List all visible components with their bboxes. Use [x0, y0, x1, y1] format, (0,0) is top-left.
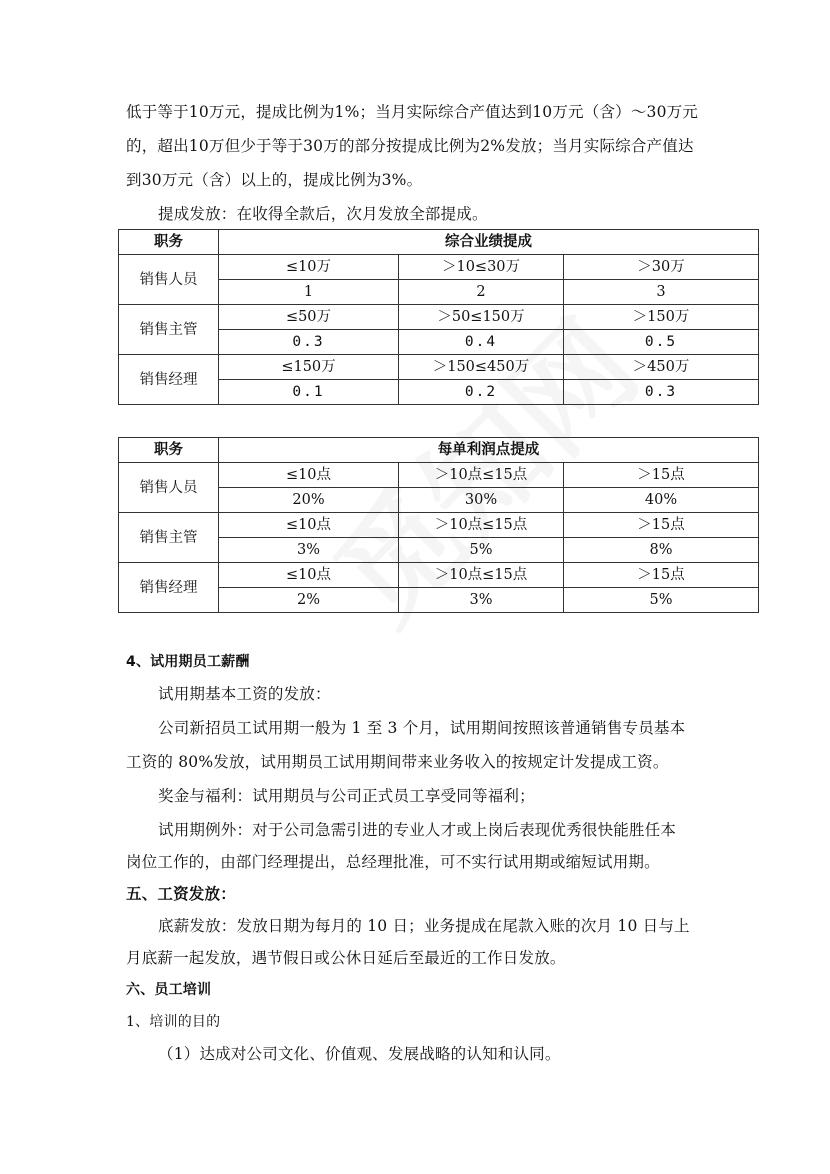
intro-line-4: 提成发放：在收得全款后，次月发放全部提成。 [158, 205, 488, 223]
intro-line-3: 到30万元（含）以上的，提成比例为3%。 [126, 171, 423, 189]
section-4-para-2b: 工资的 80%发放，试用期员工试用期间带来业务收入的按规定计发提成工资。 [126, 753, 669, 771]
tier-cell: ＞15点 [564, 513, 759, 538]
table-header [119, 230, 759, 255]
tier-cell: ≤10点 [219, 463, 399, 488]
value-cell: 1 [219, 280, 399, 305]
tier-cell: ≤10点 [219, 513, 399, 538]
tier-cell: ＞450万 [564, 355, 759, 380]
commission-table-1 [118, 229, 759, 405]
tier-cell: ＞50≤150万 [399, 305, 564, 330]
value-cell: 2 [399, 280, 564, 305]
value-cell: 3% [399, 588, 564, 613]
value-cell: 5% [399, 538, 564, 563]
tier-cell: ＞10点≤15点 [399, 513, 564, 538]
role-cell: 销售人员 [119, 463, 219, 513]
section-6-sub-1: 1、培训的目的 [126, 1014, 221, 1030]
tier-cell: ＞30万 [564, 255, 759, 280]
value-cell: 30% [399, 488, 564, 513]
role-cell: 销售主管 [119, 305, 219, 355]
table-row [119, 563, 759, 588]
table-row [119, 463, 759, 488]
tier-cell: ≤150万 [219, 355, 399, 380]
section-6-heading: 六、员工培训 [126, 982, 212, 998]
tier-cell: ＞150≤450万 [399, 355, 564, 380]
role-cell: 销售人员 [119, 255, 219, 305]
value-cell: 2% [219, 588, 399, 613]
intro-line-1: 低于等于10万元，提成比例为1%；当月实际综合产值达到10万元（含）～30万元 [126, 103, 699, 121]
section-5-heading: 五、工资发放： [126, 885, 236, 903]
value-cell: 5% [564, 588, 759, 613]
section-4-heading: 4、试用期员工薪酬 [126, 654, 250, 670]
value-cell: 8% [564, 538, 759, 563]
value-cell: 0.4 [399, 330, 564, 355]
tier-cell: ＞150万 [564, 305, 759, 330]
tier-cell: ＞10点≤15点 [399, 463, 564, 488]
tier-cell: ＞10≤30万 [399, 255, 564, 280]
value-cell: 3% [219, 538, 399, 563]
intro-line-2: 的，超出10万但少于等于30万的部分按提成比例为2%发放；当月实际综合产值达 [126, 137, 694, 155]
section-4-para-2a: 公司新招员工试用期一般为 1 至 3 个月，试用期间按照该普通销售专员基本 [158, 719, 686, 737]
section-4-para-1: 试用期基本工资的发放： [158, 685, 331, 703]
tier-cell: ＞15点 [564, 463, 759, 488]
value-cell: 0.2 [399, 380, 564, 405]
role-cell: 销售主管 [119, 513, 219, 563]
table-row [119, 255, 759, 280]
header-title: 每单利润点提成 [219, 438, 759, 463]
section-4-para-4b: 岗位工作的，由部门经理提出，总经理批准，可不实行试用期或缩短试用期。 [126, 853, 660, 871]
section-4-para-3: 奖金与福利：试用期员与公司正式员工享受同等福利； [158, 787, 535, 805]
tier-cell: ≤10万 [219, 255, 399, 280]
tier-cell: ＞15点 [564, 563, 759, 588]
tier-cell: ≤50万 [219, 305, 399, 330]
section-5-para-1a: 底薪发放：发放日期为每月的 10 日；业务提成在尾款入账的次月 10 日与上 [158, 917, 690, 935]
header-role: 职务 [119, 230, 219, 255]
role-cell: 销售经理 [119, 355, 219, 405]
section-5-para-1b: 月底薪一起发放，遇节假日或公休日延后至最近的工作日发放。 [126, 949, 566, 967]
table-row [119, 305, 759, 330]
value-cell: 0.3 [564, 380, 759, 405]
section-4-para-4a: 试用期例外：对于公司急需引进的专业人才或上岗后表现优秀很快能胜任本 [158, 821, 677, 839]
value-cell: 20% [219, 488, 399, 513]
header-title: 综合业绩提成 [219, 230, 759, 255]
tier-cell: ≤10点 [219, 563, 399, 588]
header-role: 职务 [119, 438, 219, 463]
section-6-item-1: （1）达成对公司文化、价值观、发展战略的认知和认同。 [158, 1045, 561, 1063]
table-row [119, 513, 759, 538]
value-cell: 0.3 [219, 330, 399, 355]
table-header [119, 438, 759, 463]
value-cell: 3 [564, 280, 759, 305]
commission-table-2 [118, 437, 759, 613]
value-cell: 0.1 [219, 380, 399, 405]
value-cell: 0.5 [564, 330, 759, 355]
tier-cell: ＞10点≤15点 [399, 563, 564, 588]
table-row [119, 355, 759, 380]
role-cell: 销售经理 [119, 563, 219, 613]
value-cell: 40% [564, 488, 759, 513]
